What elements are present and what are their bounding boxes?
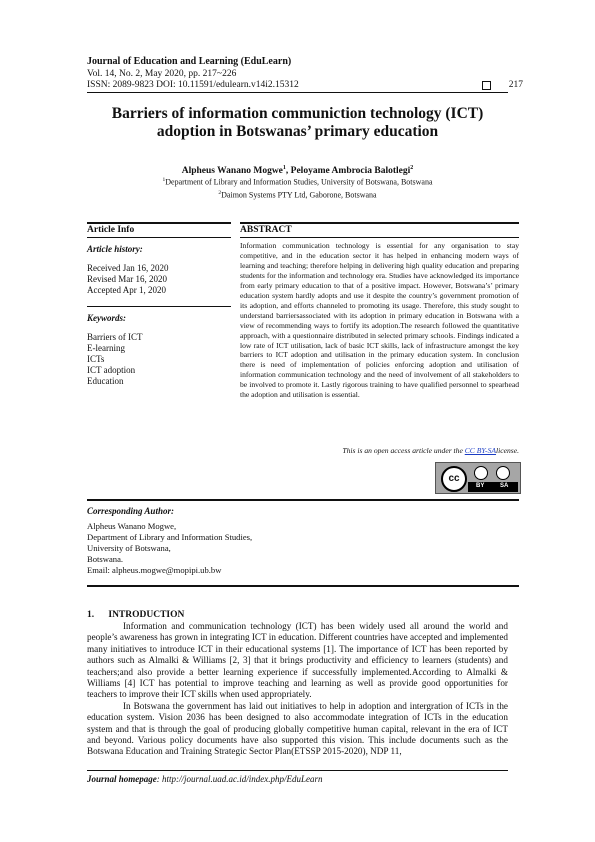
title-line-1: Barriers of information communiction technology (ICT) bbox=[111, 105, 484, 122]
square-icon bbox=[482, 81, 491, 90]
journal-meta bbox=[87, 69, 299, 91]
paper-title bbox=[87, 105, 508, 141]
corresponding-line: Department of Library and Information Studies, bbox=[87, 532, 253, 542]
open-access-line bbox=[240, 446, 519, 455]
abstract-sub-rule bbox=[240, 237, 519, 238]
footer-rule bbox=[87, 770, 508, 771]
history-accepted: Accepted Apr 1, 2020 bbox=[87, 285, 166, 295]
history-revised: Revised Mar 16, 2020 bbox=[87, 274, 167, 284]
oa-suffix: license. bbox=[496, 446, 519, 455]
keyword-item: Education bbox=[87, 376, 124, 386]
volume-line: Vol. 14, No. 2, May 2020, pp. 217~226 bbox=[87, 69, 237, 79]
affiliation-2: $^2$Daimon Systems PTY Ltd, Gaborone, Botswana bbox=[218, 189, 377, 200]
corresponding-heading: Corresponding Author: bbox=[87, 506, 174, 516]
corresponding-line: Botswana. bbox=[87, 554, 124, 564]
box-bottom-rule bbox=[87, 585, 519, 587]
cc-logo-icon: cc bbox=[441, 466, 467, 492]
author-line: Alpheus Wanano Mogwe$^1$, Peloyame Ambrocia Balotlegi$^2$ bbox=[181, 165, 414, 177]
keyword-item: E-learning bbox=[87, 343, 125, 353]
cc-by-sa-badge-icon[interactable] bbox=[435, 462, 521, 494]
affiliation-1: $^1$Department of Library and Information Studies, University of Botswana, Botswana bbox=[162, 177, 433, 187]
abstract-heading: ABSTRACT bbox=[240, 225, 292, 235]
badge-by-label: BY bbox=[476, 483, 485, 489]
header-rule bbox=[87, 92, 508, 93]
homepage-label: Journal homepage bbox=[87, 774, 157, 784]
history-heading: Article history: bbox=[87, 244, 143, 254]
history-list bbox=[87, 263, 168, 296]
journal-name: Journal of Education and Learning (EduLearn) bbox=[87, 56, 292, 67]
issn-line: ISSN: 2089-9823 DOI: 10.11591/edulearn.v14i2.15312 bbox=[87, 80, 299, 90]
cc-by-sa-link[interactable]: CC BY-SA bbox=[464, 446, 497, 455]
homepage-url[interactable]: : http://journal.uad.ac.id/index.php/EduLearn bbox=[156, 774, 323, 784]
keywords-list bbox=[87, 332, 142, 387]
box-divider-rule bbox=[87, 499, 519, 501]
abstract-body: Information communication technology is essential for any organisation to stay competitive, and in the education sector it has helped in enhancing modern ways of learning and teaching; therefore helping in delivering high quality education and preparing students for the information and technology era. Studies have acknowledged its importance from early primary education to that of a positive impact. However, Botswana’s’ primary education system hardly adopts and use it despite the country’s government promotion of its adoption, and efforts channeled to promoting its usage. Therefore, this study sought to understand barriersassociated with its adoption in primary education in Botswana with a view of recommending ways to fortify its adoption.The research followed the quantitative approach, with a questionnaire distributed in selected primary schools. Findings indicated a low rate of ICT utilisation, lack of basic ICT skills, lack of infrastructure amongst the key barriers to ICT adoption and utilisation in the primary education system. In conclusion there is need of implementation of policies enforcing adoption and utilisation of information communication technology and the need of involvement of all stakeholders to be involved to promote it. Lastly rigorous training to have qualified personnel to spearhead the adoption and utilisation is essential. bbox=[240, 241, 519, 400]
affiliations bbox=[87, 175, 508, 200]
paragraph: In Botswana the government has laid out initiatives to help in adoption and intergration of ICTs in the education system. Vision 2036 has been designed to also accommodate integration of ICTs in the education system and that is through the goal of producing globally competitive human capital, relevant in the era of ICT and beyond. Various policy documents have also supported this vision. This include documents such as the Botswana Education and Training Strategic Sector Plan(ETSSP 2015-2020), NDP 11, bbox=[87, 700, 508, 757]
keywords-heading: Keywords: bbox=[87, 313, 126, 323]
oa-prefix: This is an open access article under the bbox=[342, 446, 465, 455]
info-top-rule bbox=[87, 222, 231, 224]
keywords-rule bbox=[87, 306, 231, 307]
history-received: Received Jan 16, 2020 bbox=[87, 263, 169, 273]
corresponding-line: University of Botswana, bbox=[87, 543, 171, 553]
abstract-top-rule bbox=[240, 222, 519, 224]
info-sub-rule bbox=[87, 237, 231, 238]
paragraph: Information and communication technology (ICT) has been widely used all around the world and people’s awareness has grown in integrating ICT in education. Different countries have accepted and implemented many initiatives to introduce ICT in their educational systems [1]. The importance of ICT has been reported by authors such as Almalki & Williams [2, 3] that it brings productivity and efficiency to learners (students) and teachers;and also provide a better learning experience if successfully implemented.According to Almalki & Williams [4] ICT has potential to improve teaching and learning as well as provide good opportunities for teachers to improve their ICT skills when used appropriately. bbox=[87, 621, 508, 700]
corresponding-email: Email: alpheus.mogwe@mopipi.ub.bw bbox=[87, 565, 222, 575]
corresponding-details bbox=[87, 521, 252, 576]
keyword-item: Barriers of ICT bbox=[87, 332, 143, 342]
introduction-body bbox=[87, 621, 508, 758]
introduction-heading: 1. INTRODUCTION bbox=[87, 610, 185, 620]
share-alike-icon bbox=[496, 466, 510, 480]
badge-sa-label: SA bbox=[500, 483, 509, 489]
keyword-item: ICTs bbox=[87, 354, 105, 364]
keyword-item: ICT adoption bbox=[87, 365, 136, 375]
article-info-heading: Article Info bbox=[87, 225, 135, 235]
attribution-icon bbox=[474, 466, 488, 480]
title-line-2: adoption in Botswanas’ primary education bbox=[156, 123, 439, 140]
journal-homepage bbox=[87, 774, 323, 784]
page-number: 217 bbox=[508, 80, 523, 90]
corresponding-line: Alpheus Wanano Mogwe, bbox=[87, 521, 177, 531]
